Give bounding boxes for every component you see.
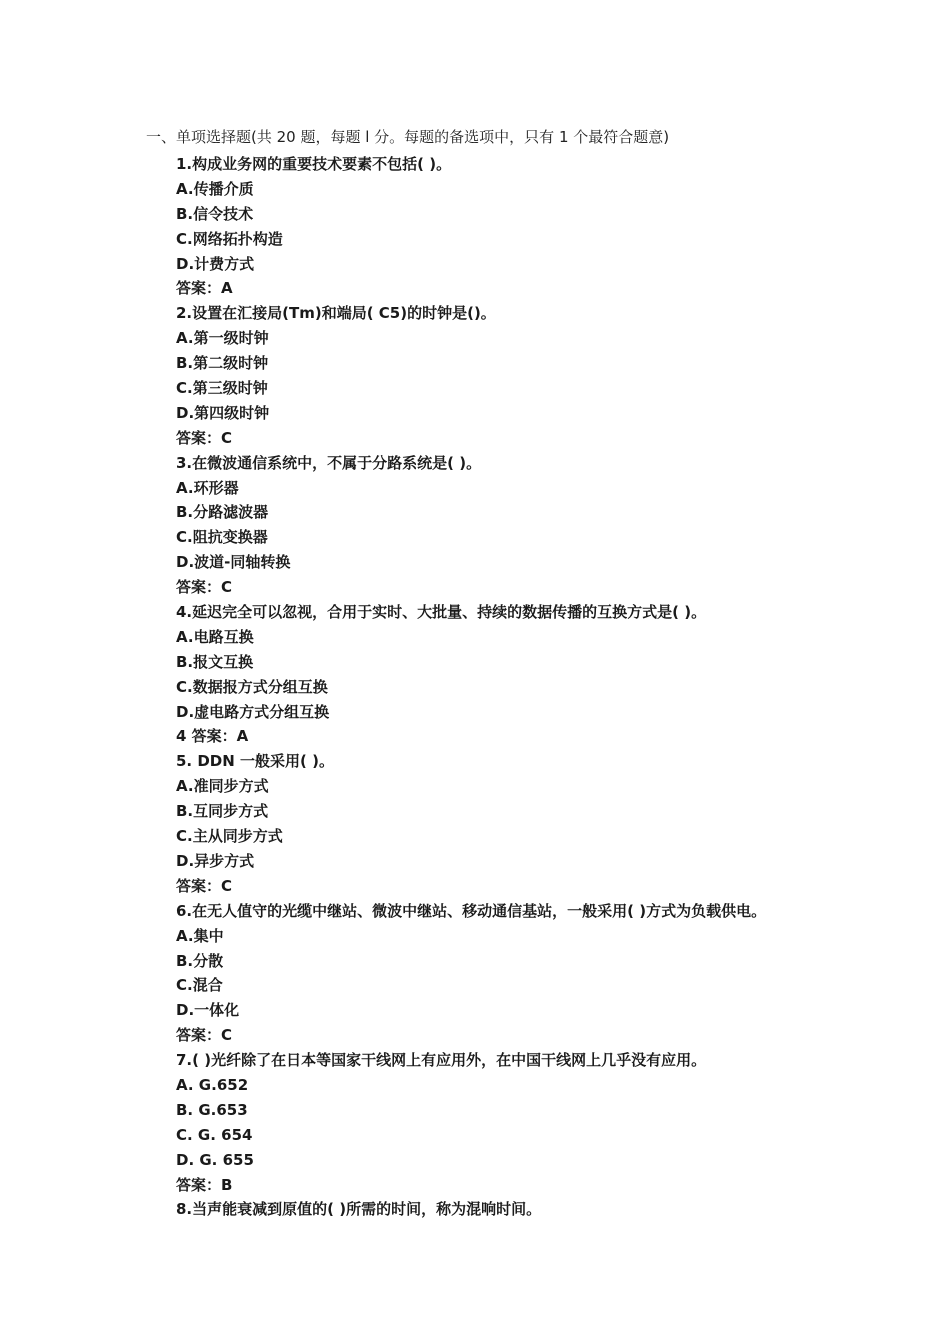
option-line: C. G. 654 [176,1125,253,1144]
option-line: C.混合 [176,976,223,995]
question-stem: 5. DDN 一般采用( )。 [176,752,334,771]
option-line: B.报文互换 [176,652,254,671]
question-stem: 6.在无人值守的光缆中继站、微波中继站、移动通信基站，一般采用( )方式为负载供电。 [176,901,767,920]
option-line: D.第四级时钟 [176,403,270,422]
answer-line: 答案：A [176,279,233,298]
option-line: B.信令技术 [176,204,254,223]
option-line: A. G.652 [176,1075,249,1094]
answer-line: 答案：C [176,578,233,597]
option-line: A.集中 [176,926,224,945]
option-line: A.第一级时钟 [176,329,269,348]
option-line: B. G.653 [176,1100,248,1119]
option-line: C.主从同步方式 [176,827,283,846]
answer-line: 答案：C [176,428,233,447]
section-heading: 一、单项选择题(共 20 题，每题 l 分。每题的备选项中，只有 1 个最符合题意) [146,128,670,146]
question-stem: 7.( )光纤除了在日本等国家干线网上有应用外，在中国干线网上几乎没有应用。 [176,1051,707,1070]
question-stem: 1.构成业务网的重要技术要素不包括( )。 [176,155,452,173]
option-line: C.网络拓扑构造 [176,229,283,248]
answer-line: 答案：B [176,1175,233,1194]
question-list [176,152,936,1222]
question-stem: 3.在微波通信系统中，不属于分路系统是( )。 [176,453,482,472]
question-stem: 8.当声能衰减到原值的( )所需的时间，称为混响时间。 [176,1200,542,1219]
question-stem: 2.设置在汇接局(Tm)和端局( C5)的时钟是()。 [176,304,496,323]
option-line: D.波道-同轴转换 [176,553,291,572]
question-stem: 4.延迟完全可以忽视，合用于实时、大批量、持续的数据传播的互换方式是( )。 [176,603,707,622]
option-line: C.阻抗变换器 [176,528,268,547]
option-line: A.环形器 [176,478,239,497]
option-line: B.第二级时钟 [176,354,269,373]
option-line: A.传播介质 [176,179,254,198]
option-line: D.异步方式 [176,851,255,870]
option-line: A.电路互换 [176,627,254,646]
answer-line: 答案：C [176,876,233,895]
option-line: D.虚电路方式分组互换 [176,702,330,721]
option-line: D.计费方式 [176,254,255,273]
option-line: A.准同步方式 [176,777,269,796]
option-line: C.第三级时钟 [176,379,268,398]
option-line: D. G. 655 [176,1150,254,1169]
option-line: D.一体化 [176,1001,240,1020]
answer-line: 4 答案：A [176,727,249,746]
option-line: B.互同步方式 [176,802,269,821]
answer-line: 答案：C [176,1026,233,1045]
option-line: C.数据报方式分组互换 [176,677,328,696]
option-line: B.分路滤波器 [176,503,269,522]
option-line: B.分散 [176,951,224,970]
